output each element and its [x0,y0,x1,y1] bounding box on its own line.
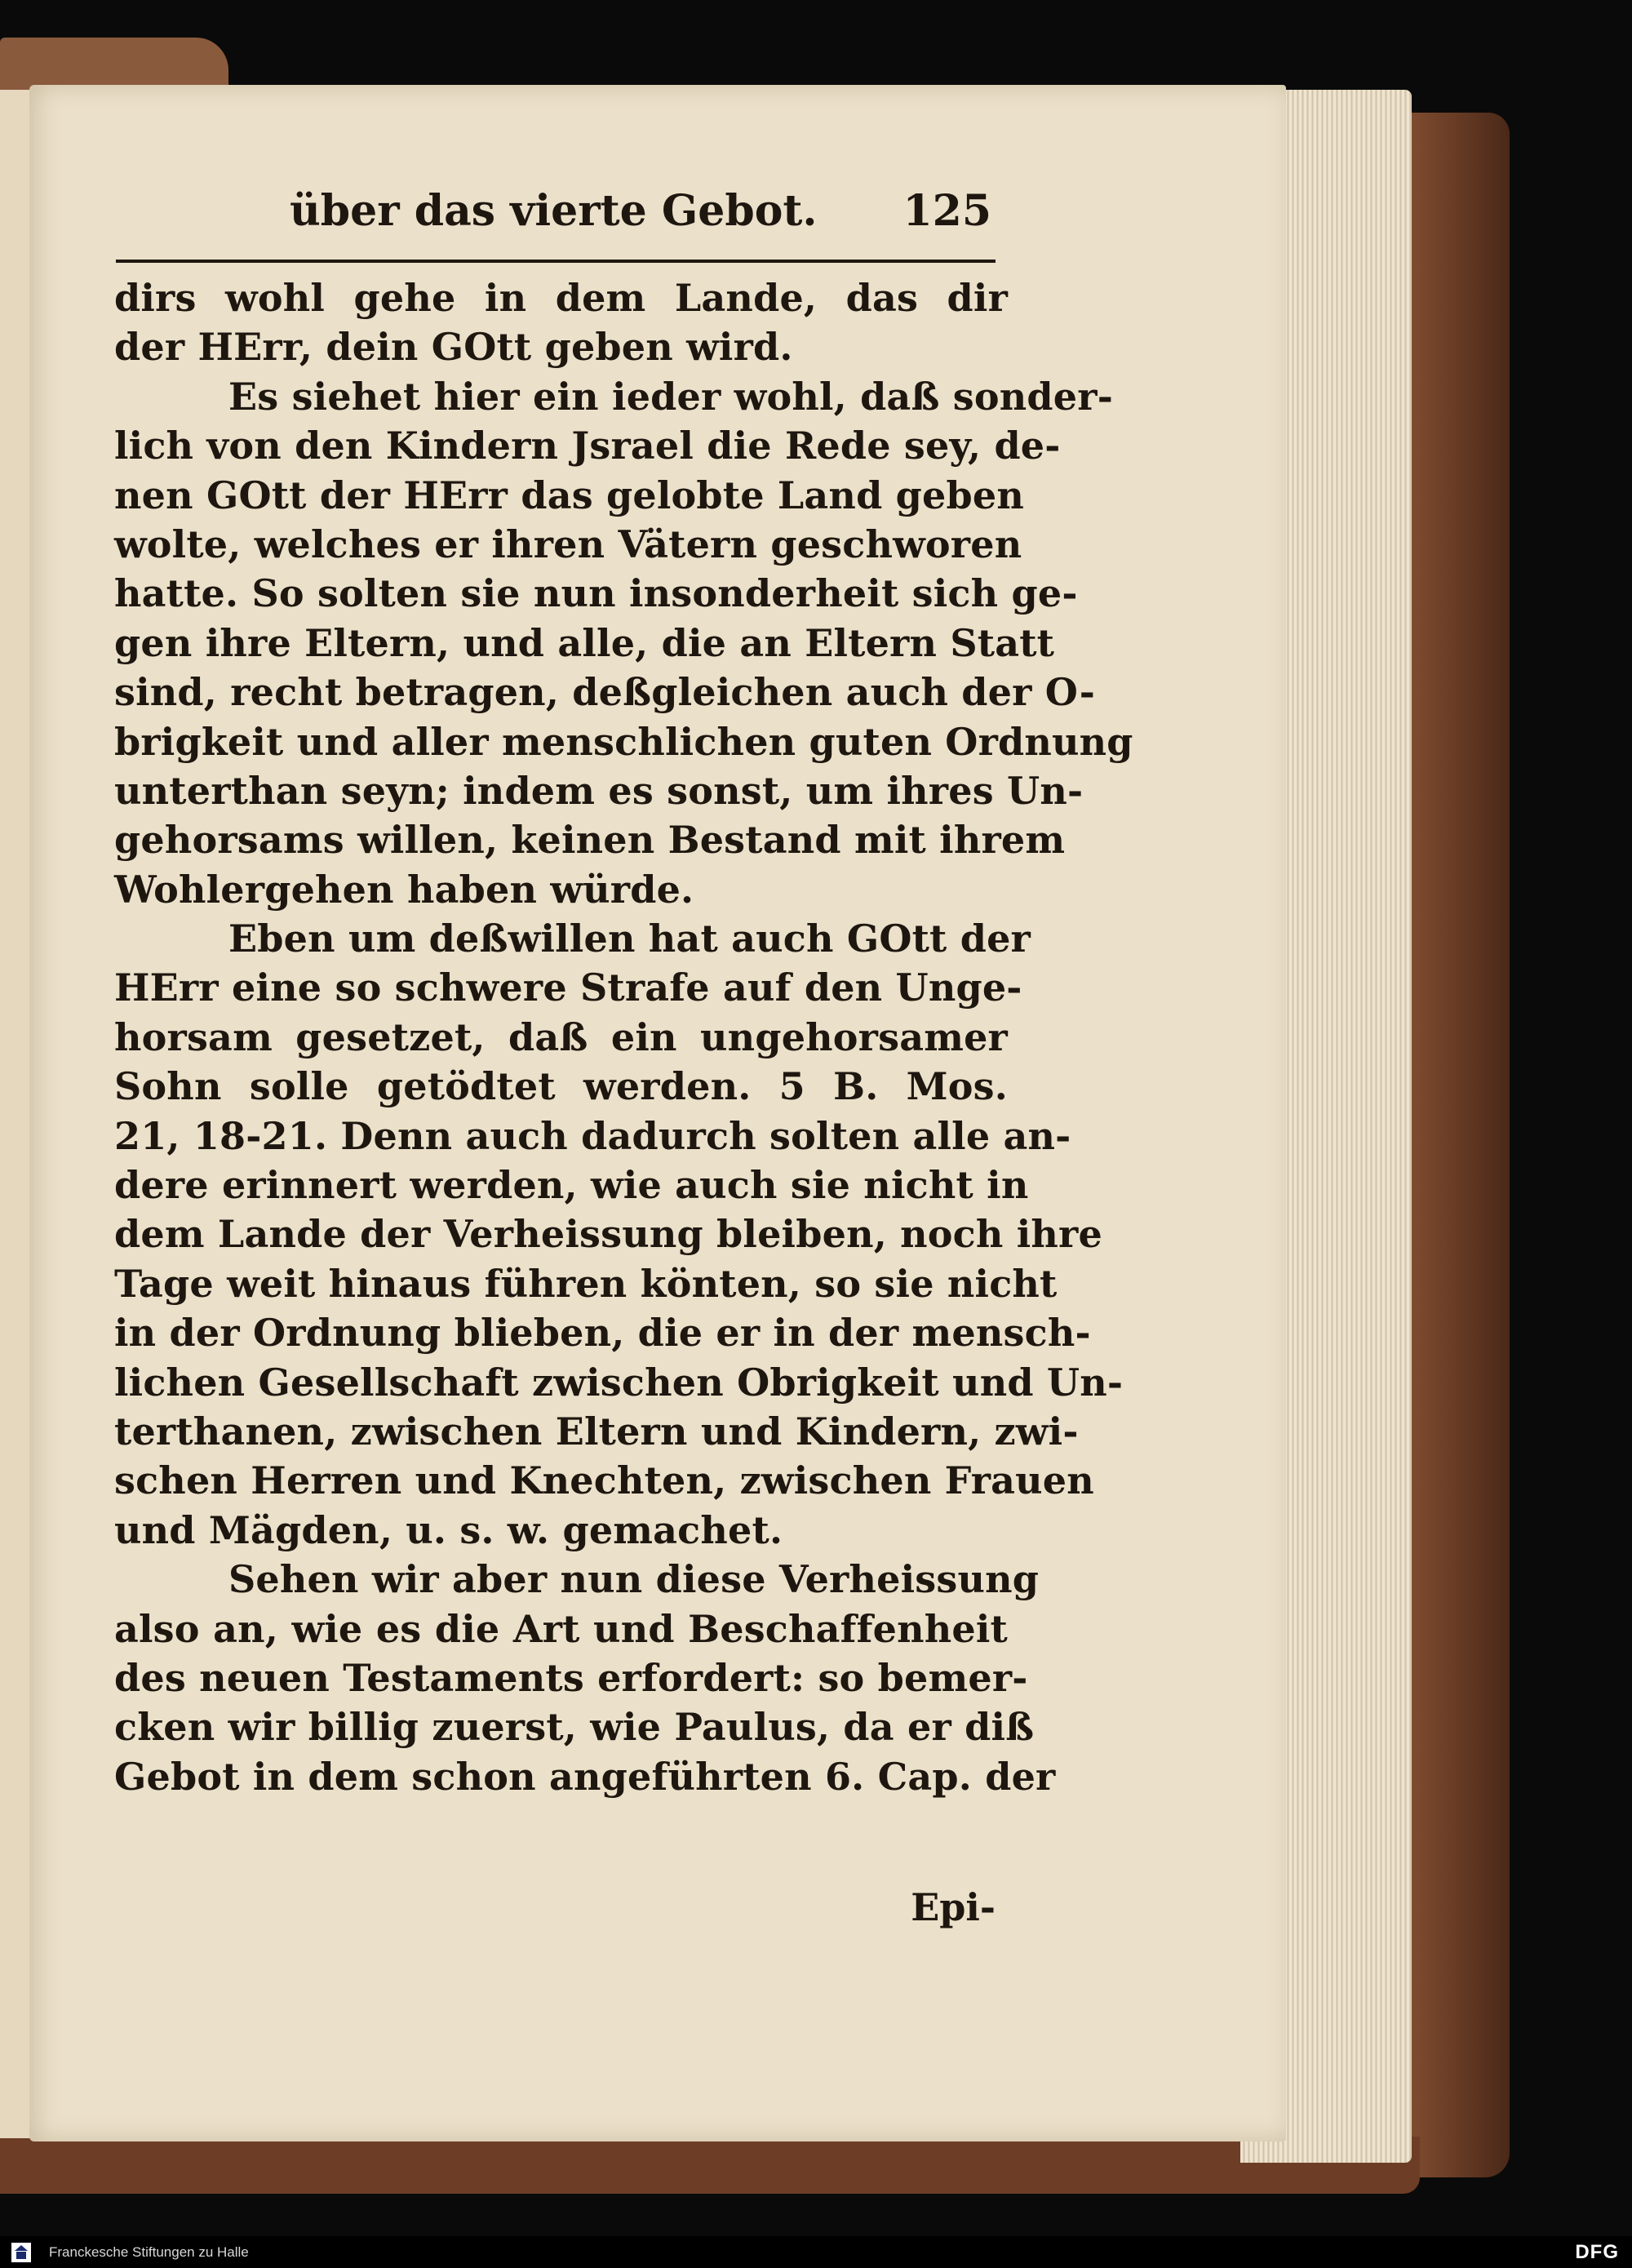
text-line: hatte. So solten sie nun insonderheit sich ge- [114,571,1078,616]
page-number: 125 [902,186,991,236]
text-line: 21, 18-21. Denn auch dadurch solten alle an- [114,1113,1071,1158]
text-line: der HErr, dein GOtt geben wird. [114,325,793,370]
text-line: schen Herren und Knechten, zwischen Frauen [114,1458,1094,1503]
institution-logo-icon [11,2243,31,2262]
text-line: unterthan seyn; indem es sonst, um ihres Un- [114,768,1084,813]
text-line: also an, wie es die Art und Beschaffenheit [114,1606,1008,1651]
header-rule [116,260,996,263]
text-line: wolte, welches er ihren Vätern geschworen [114,522,1022,566]
text-line: Sehen wir aber nun diese Verheissung [228,1557,1040,1602]
page-header [290,186,991,243]
footer-institution-label: Franckesche Stiftungen zu Halle [49,2244,249,2260]
text-line: cken wir billig zuerst, wie Paulus, da er diß [114,1705,1035,1750]
text-line: HErr eine so schwere Strafe auf den Unge- [114,965,1022,1010]
body-text [114,273,1133,1801]
text-line: Tage weit hinaus führen könten, so sie nicht [114,1261,1058,1306]
text-line: Es siehet hier ein ieder wohl, daß sonder- [228,374,1113,419]
text-line: sind, recht betragen, deßgleichen auch der O- [114,670,1096,715]
book-cover-bottom-edge [0,2137,1420,2194]
viewer-footer [0,2236,1632,2268]
text-line: Eben um deßwillen hat auch GOtt der [228,917,1031,961]
text-line: dere erinnert werden, wie auch sie nicht in [114,1163,1029,1208]
text-line: dem Lande der Verheissung bleiben, noch ihre [114,1212,1102,1257]
text-line: terthanen, zwischen Eltern und Kindern, zwi- [114,1409,1079,1454]
running-title: über das vierte Gebot. [290,186,818,236]
text-line: horsam gesetzet, daß ein ungehorsamer [114,1014,1008,1059]
text-line: des neuen Testaments erfordert: so bemer- [114,1655,1028,1700]
text-line: und Mägden, u. s. w. gemachet. [114,1507,783,1552]
catchword: Epi- [911,1885,996,1929]
text-line: Sohn solle getödtet werden. 5 B. Mos. [114,1064,1008,1109]
text-line: Wohlergehen haben würde. [114,867,694,912]
text-line: in der Ordnung blieben, die er in der mensch- [114,1311,1091,1356]
text-line: Gebot in dem schon angeführten 6. Cap. der [114,1754,1056,1799]
dfg-logo: DFG [1575,2241,1619,2263]
text-line: lich von den Kindern Jsrael die Rede sey, de- [114,424,1061,468]
text-line: dirs wohl gehe in dem Lande, das dir [114,276,1008,320]
text-line: gehorsams willen, keinen Bestand mit ihrem [114,818,1066,863]
text-line: nen GOtt der HErr das gelobte Land geben [114,473,1024,517]
text-line: lichen Gesellschaft zwischen Obrigkeit und Un- [114,1360,1124,1405]
text-line: brigkeit und aller menschlichen guten Ordnung [114,719,1133,764]
text-line: gen ihre Eltern, und alle, die an Eltern Statt [114,620,1055,665]
